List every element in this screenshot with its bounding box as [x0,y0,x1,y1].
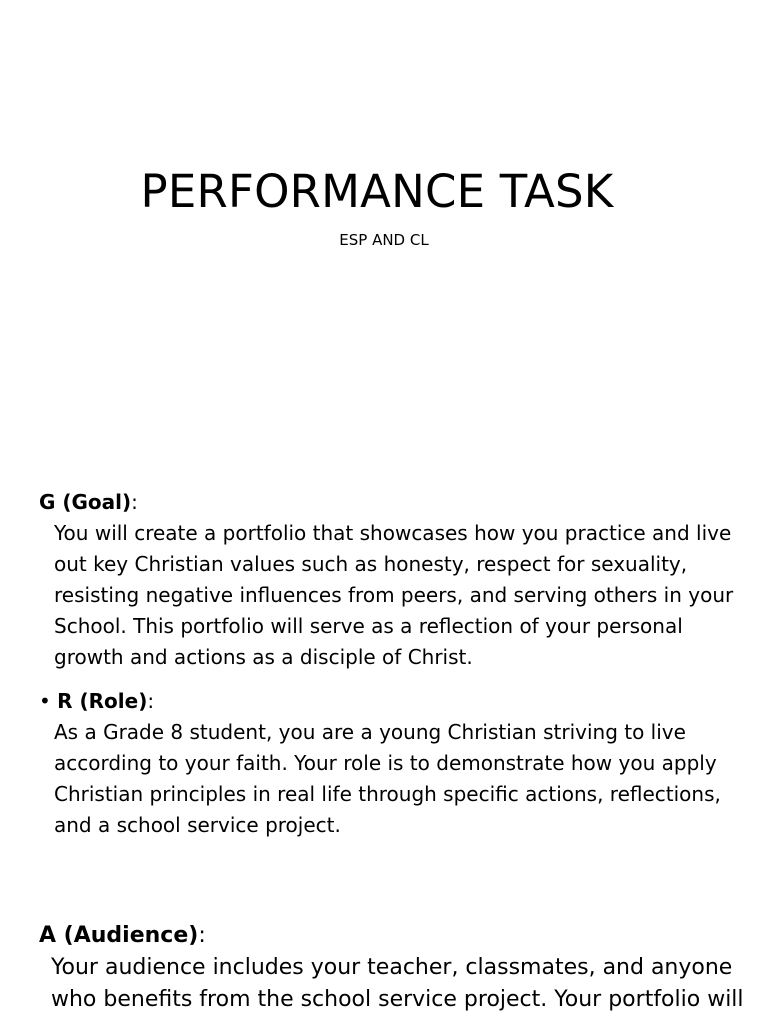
audience-heading: A (Audience) [39,923,199,948]
goal-section [39,487,751,673]
role-colon: : [147,689,155,713]
role-heading: R (Role) [57,689,148,713]
goal-body: You will create a portfolio that showcases how you practice and live out key Christian values such as honesty, respect for sexuality, resisting negative influences from peers, and serving others in your School. This portfolio will serve as a reflection of your personal growth and actions as a disciple of Christ. [54,521,734,669]
page-subtitle: ESP AND CL [339,231,429,249]
goal-heading-line [39,487,751,518]
role-section [39,686,751,841]
goal-colon: : [131,490,138,514]
audience-heading-line [39,920,751,952]
role-heading-line [39,686,751,717]
bullet-icon: • [39,689,58,713]
audience-colon: : [198,923,206,948]
goal-heading: G (Goal) [39,490,132,514]
audience-body: Your audience includes your teacher, classmates, and anyone who benefits from the school service project. Your portfolio will [51,955,744,1012]
role-body: As a Grade 8 student, you are a young Christian striving to live according to your faith. Your role is to demonstrate how you apply Christian principles in real life through specific actions, reflections, and a school service project. [54,720,721,837]
page-title: PERFORMANCE TASK [140,165,614,218]
audience-section [39,920,751,1016]
